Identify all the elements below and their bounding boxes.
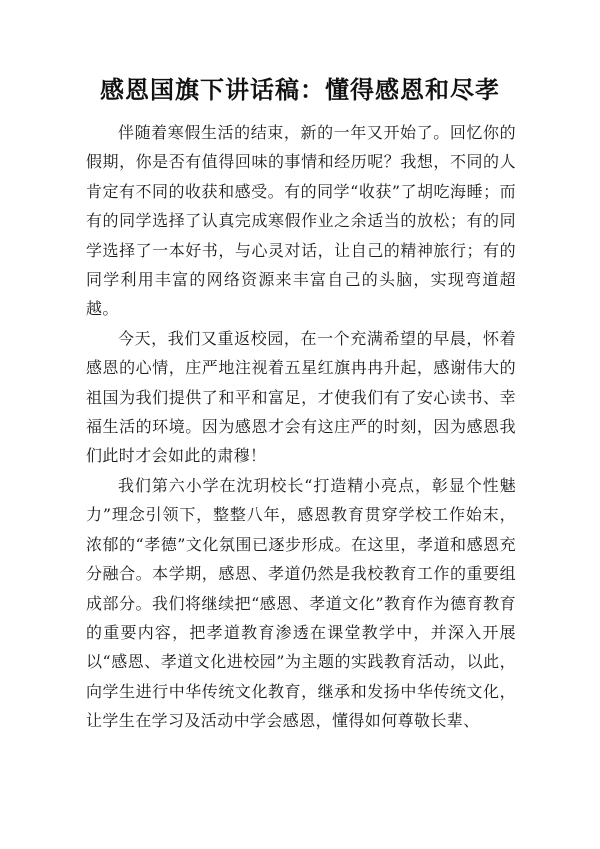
paragraph-2: 今天，我们又重返校园，在一个充满希望的早晨，怀着感恩的心情，庄严地注视着五星红旗冉冉升起，感谢伟大的祖国为我们提供了和平和富足，才使我们有了安心读书、幸福生活的环境。因为感恩才会有这庄严的时刻，因为感恩我们此时才会如此的肃穆！ [86,328,516,466]
paragraph-3: 我们第六小学在沈玥校长“打造精小亮点，彰显个性魅力”理念引领下，整整八年，感恩教育贯穿学校工作始末，浓郁的“孝德”文化氛围已逐步形成。在这里，孝道和感恩充分融合。本学期，感恩、孝道仍然是我校教育工作的重要组成部分。我们将继续把“感恩、孝道文化”教育作为德育教育的重要内容，把孝道教育渗透在课堂教学中，并深入开展以“感恩、孝道文化进校园”为主题的实践教育活动，以此，向学生进行中华传统文化教育，继承和发扬中华传统文化，让学生在学习及活动中学会感恩，懂得如何尊敬长辈、 [86,475,516,731]
document-title: 感恩国旗下讲话稿：懂得感恩和尽孝 [100,75,500,104]
document-body [86,118,516,736]
paragraph-1: 伴随着寒假生活的结束，新的一年又开始了。回忆你的假期，你是否有值得回味的事情和经历呢？我想，不同的人肯定有不同的收获和感受。有的同学“收获”了胡吃海睡；而有的同学选择了认真完成寒假作业之余适当的放松；有的同学选择了一本好书，与心灵对话，让自己的精神旅行；有的同学利用丰富的网络资源来丰富自己的头脑，实现弯道超越。 [86,123,516,319]
